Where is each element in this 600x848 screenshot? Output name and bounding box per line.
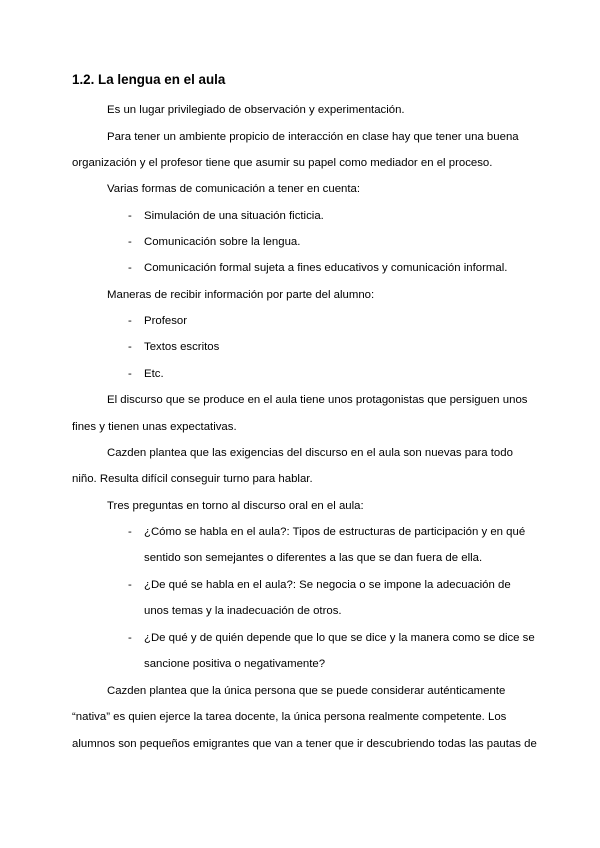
list-bullet: - xyxy=(128,315,132,327)
discurso-line-2: fines y tienen unas expectativas. xyxy=(72,421,237,433)
preguntas-title: Tres preguntas en torno al discurso oral en el aula: xyxy=(107,500,364,512)
pregunta-3-line-2: sancione positiva o negativamente? xyxy=(144,658,326,670)
maneras-item-3: Etc. xyxy=(144,368,164,380)
cazden2-line-3: alumnos son pequeños emigrantes que van a tener que ir descubriendo todas las pautas de xyxy=(72,738,537,750)
list-bullet: - xyxy=(128,579,132,591)
discurso-line-1: El discurso que se produce en el aula tiene unos protagonistas que persiguen unos xyxy=(107,394,528,406)
maneras-item-1: Profesor xyxy=(144,315,188,327)
formas-item-2: Comunicación sobre la lengua. xyxy=(144,236,301,248)
list-bullet: - xyxy=(128,236,132,248)
list-bullet: - xyxy=(128,262,132,274)
section-heading: 1.2. La lengua en el aula xyxy=(72,72,226,87)
pregunta-1-line-1: ¿Cómo se habla en el aula?: Tipos de estructuras de participación y en qué xyxy=(144,526,526,538)
cazden1-line-1: Cazden plantea que las exigencias del discurso en el aula son nuevas para todo xyxy=(107,447,513,459)
pregunta-2-line-1: ¿De qué se habla en el aula?: Se negocia o se impone la adecuación de xyxy=(144,579,511,591)
cazden2-line-2: “nativa” es quien ejerce la tarea docente, la única persona realmente competente. Los xyxy=(72,711,507,723)
pregunta-1-line-2: sentido son semejantes o diferentes a las que se dan fuera de ella. xyxy=(144,552,483,564)
list-bullet: - xyxy=(128,632,132,644)
formas-item-3: Comunicación formal sujeta a fines educativos y comunicación informal. xyxy=(144,262,508,274)
cazden1-line-2: niño. Resulta difícil conseguir turno para hablar. xyxy=(72,473,313,485)
list-bullet: - xyxy=(128,341,132,353)
ambiente-line-1: Para tener un ambiente propicio de interacción en clase hay que tener una buena xyxy=(107,131,519,143)
list-bullet: - xyxy=(128,368,132,380)
maneras-item-2: Textos escritos xyxy=(144,341,220,353)
pregunta-3-line-1: ¿De qué y de quién depende que lo que se dice y la manera como se dice se xyxy=(144,632,535,644)
ambiente-line-2: organización y el profesor tiene que asumir su papel como mediador en el proceso. xyxy=(72,157,493,169)
list-bullet: - xyxy=(128,526,132,538)
formas-item-1: Simulación de una situación ficticia. xyxy=(144,210,324,222)
cazden2-line-1: Cazden plantea que la única persona que se puede considerar auténticamente xyxy=(107,685,506,697)
formas-title: Varias formas de comunicación a tener en cuenta: xyxy=(107,183,361,195)
intro-paragraph: Es un lugar privilegiado de observación y experimentación. xyxy=(107,104,405,116)
pregunta-2-line-2: unos temas y la inadecuación de otros. xyxy=(144,605,342,617)
maneras-title: Maneras de recibir información por parte del alumno: xyxy=(107,289,375,301)
list-bullet: - xyxy=(128,210,132,222)
